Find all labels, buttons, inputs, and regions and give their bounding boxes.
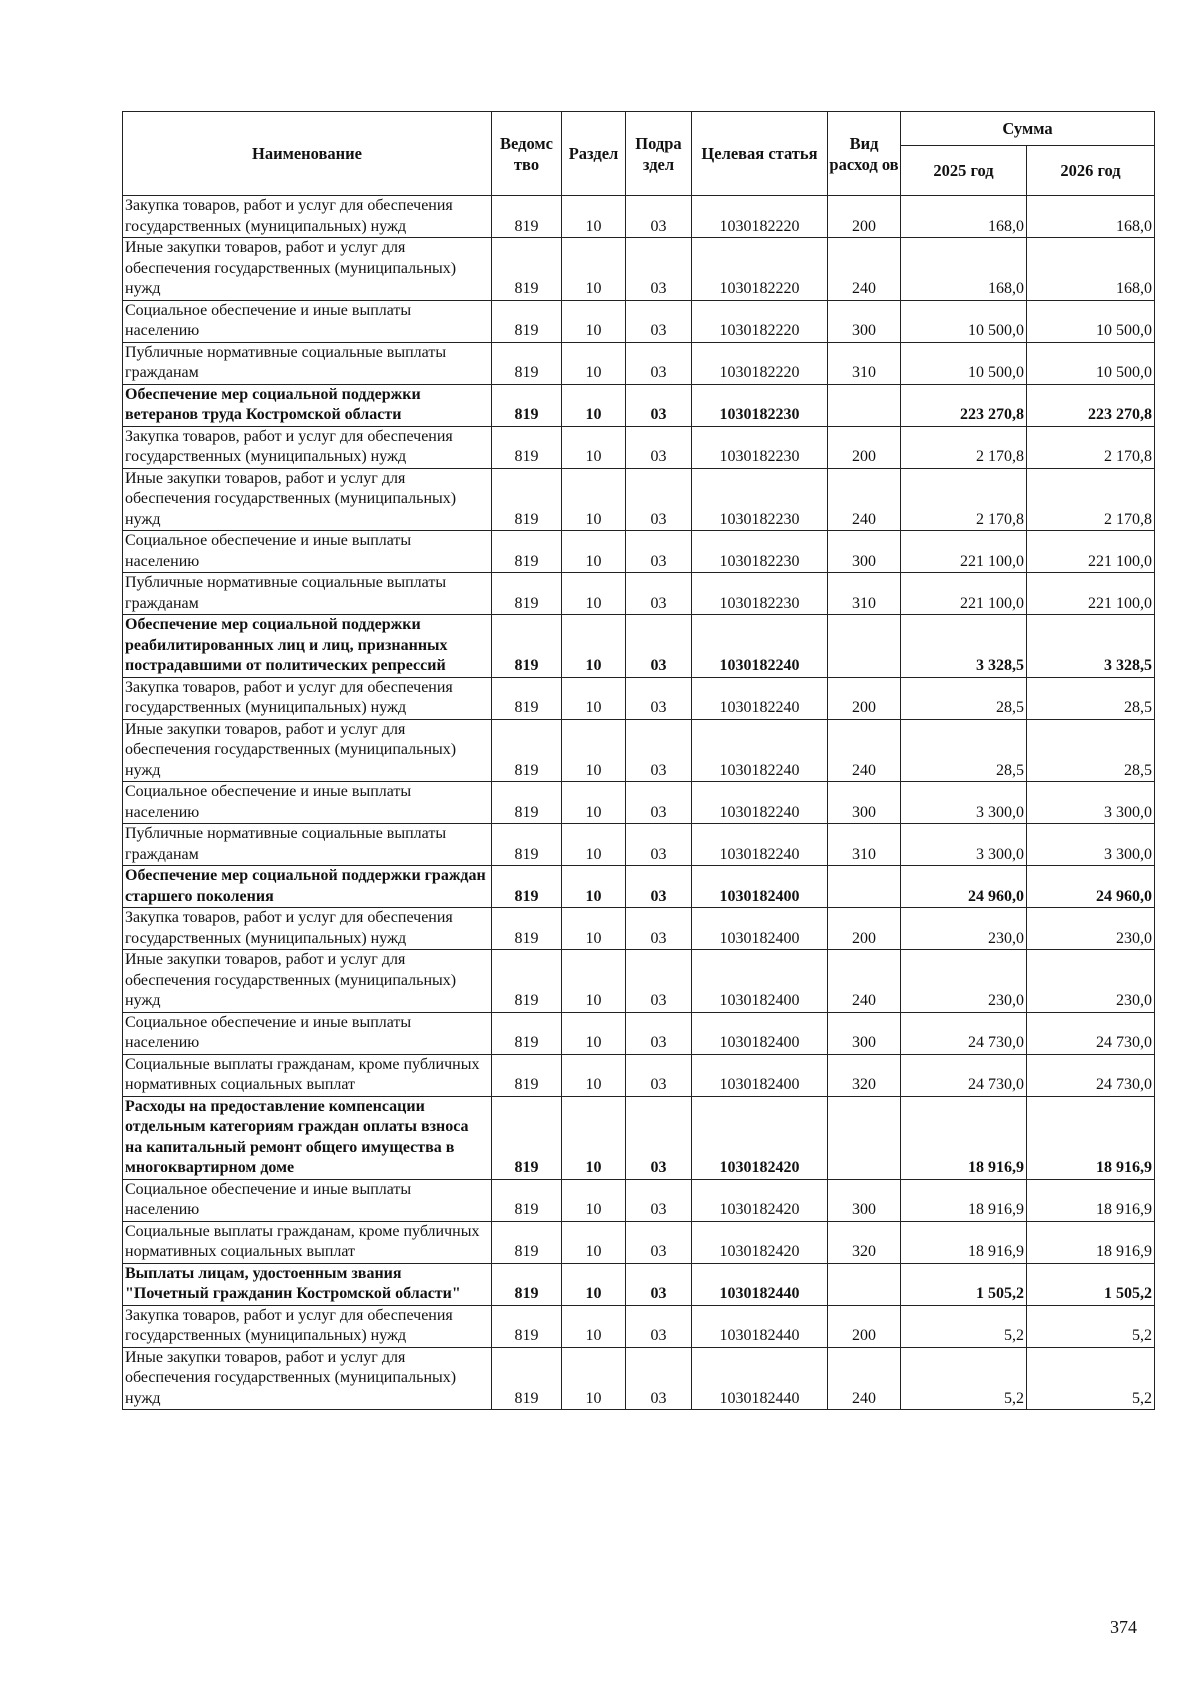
cell-sum-2025: 18 916,9 [901,1179,1027,1221]
cell-target: 1030182400 [692,1012,828,1054]
cell-expense-type: 310 [828,573,901,615]
table-row [123,1221,1155,1263]
cell-target: 1030182230 [692,468,828,531]
cell-sum-2026: 18 916,9 [1027,1179,1155,1221]
table-row [123,782,1155,824]
cell-name: Закупка товаров, работ и услуг для обеспечения государственных (муниципальных) нужд [123,1305,492,1347]
cell-subsection: 03 [626,468,692,531]
header-section: Раздел [562,112,626,196]
cell-expense-type: 240 [828,238,901,301]
cell-sum-2025: 5,2 [901,1305,1027,1347]
cell-expense-type: 240 [828,950,901,1013]
cell-subsection: 03 [626,384,692,426]
cell-subsection: 03 [626,1221,692,1263]
cell-expense-type: 240 [828,468,901,531]
cell-sum-2026: 3 300,0 [1027,782,1155,824]
cell-sum-2025: 3 300,0 [901,824,1027,866]
cell-name: Обеспечение мер социальной поддержки ветеранов труда Костромской области [123,384,492,426]
cell-expense-type: 300 [828,1179,901,1221]
cell-subsection: 03 [626,866,692,908]
cell-sum-2026: 2 170,8 [1027,468,1155,531]
cell-section: 10 [562,300,626,342]
cell-sum-2025: 2 170,8 [901,468,1027,531]
cell-ministry: 819 [492,342,562,384]
cell-sum-2026: 10 500,0 [1027,300,1155,342]
cell-name: Социальные выплаты гражданам, кроме публичных нормативных социальных выплат [123,1054,492,1096]
cell-sum-2025: 18 916,9 [901,1221,1027,1263]
cell-ministry: 819 [492,1221,562,1263]
cell-subsection: 03 [626,1096,692,1179]
cell-expense-type: 200 [828,677,901,719]
cell-sum-2026: 221 100,0 [1027,573,1155,615]
cell-target: 1030182240 [692,824,828,866]
cell-target: 1030182240 [692,719,828,782]
table-row [123,300,1155,342]
cell-section: 10 [562,866,626,908]
cell-subsection: 03 [626,238,692,301]
cell-ministry: 819 [492,1179,562,1221]
cell-name: Иные закупки товаров, работ и услуг для обеспечения государственных (муниципальных) нужд [123,950,492,1013]
cell-name: Закупка товаров, работ и услуг для обеспечения государственных (муниципальных) нужд [123,677,492,719]
header-name: Наименование [123,112,492,196]
cell-expense-type: 240 [828,1347,901,1410]
cell-ministry: 819 [492,1054,562,1096]
cell-ministry: 819 [492,300,562,342]
cell-ministry: 819 [492,1263,562,1305]
table-row [123,384,1155,426]
cell-subsection: 03 [626,342,692,384]
header-expense-type: Вид расход ов [828,112,901,196]
cell-sum-2026: 2 170,8 [1027,426,1155,468]
cell-target: 1030182440 [692,1263,828,1305]
cell-section: 10 [562,1305,626,1347]
cell-section: 10 [562,238,626,301]
cell-sum-2026: 3 328,5 [1027,615,1155,678]
cell-name: Иные закупки товаров, работ и услуг для обеспечения государственных (муниципальных) нужд [123,719,492,782]
cell-subsection: 03 [626,300,692,342]
cell-expense-type: 320 [828,1221,901,1263]
budget-table [122,111,1155,1410]
cell-sum-2025: 28,5 [901,719,1027,782]
cell-sum-2025: 1 505,2 [901,1263,1027,1305]
cell-subsection: 03 [626,1347,692,1410]
cell-sum-2026: 3 300,0 [1027,824,1155,866]
cell-expense-type: 310 [828,824,901,866]
cell-expense-type: 300 [828,782,901,824]
cell-ministry: 819 [492,196,562,238]
cell-section: 10 [562,1221,626,1263]
cell-name: Публичные нормативные социальные выплаты гражданам [123,342,492,384]
cell-target: 1030182420 [692,1221,828,1263]
cell-sum-2026: 168,0 [1027,196,1155,238]
cell-name: Иные закупки товаров, работ и услуг для обеспечения государственных (муниципальных) нужд [123,1347,492,1410]
cell-target: 1030182220 [692,238,828,301]
cell-sum-2026: 230,0 [1027,950,1155,1013]
cell-section: 10 [562,426,626,468]
cell-expense-type: 310 [828,342,901,384]
cell-ministry: 819 [492,615,562,678]
cell-section: 10 [562,677,626,719]
table-row [123,824,1155,866]
header-year-2025: 2025 год [901,146,1027,196]
cell-name: Публичные нормативные социальные выплаты гражданам [123,573,492,615]
header-year-2026: 2026 год [1027,146,1155,196]
cell-expense-type [828,615,901,678]
cell-target: 1030182230 [692,531,828,573]
cell-section: 10 [562,468,626,531]
cell-expense-type [828,1263,901,1305]
cell-expense-type: 200 [828,426,901,468]
table-row [123,866,1155,908]
cell-target: 1030182220 [692,196,828,238]
cell-sum-2025: 168,0 [901,196,1027,238]
cell-ministry: 819 [492,908,562,950]
cell-sum-2025: 10 500,0 [901,342,1027,384]
cell-subsection: 03 [626,426,692,468]
cell-section: 10 [562,531,626,573]
table-row [123,1096,1155,1179]
cell-sum-2025: 24 960,0 [901,866,1027,908]
cell-ministry: 819 [492,824,562,866]
cell-sum-2026: 24 730,0 [1027,1012,1155,1054]
cell-subsection: 03 [626,196,692,238]
cell-name: Социальное обеспечение и иные выплаты населению [123,1179,492,1221]
cell-name: Социальные выплаты гражданам, кроме публичных нормативных социальных выплат [123,1221,492,1263]
cell-section: 10 [562,342,626,384]
cell-expense-type: 300 [828,300,901,342]
cell-section: 10 [562,782,626,824]
cell-subsection: 03 [626,1012,692,1054]
cell-sum-2026: 10 500,0 [1027,342,1155,384]
cell-name: Социальное обеспечение и иные выплаты населению [123,531,492,573]
cell-subsection: 03 [626,719,692,782]
table-row [123,573,1155,615]
cell-ministry: 819 [492,677,562,719]
table-row [123,468,1155,531]
cell-ministry: 819 [492,573,562,615]
cell-sum-2025: 10 500,0 [901,300,1027,342]
cell-subsection: 03 [626,531,692,573]
cell-section: 10 [562,908,626,950]
cell-sum-2025: 168,0 [901,238,1027,301]
cell-expense-type [828,384,901,426]
cell-section: 10 [562,1096,626,1179]
header-row-1 [123,112,1155,146]
cell-sum-2026: 1 505,2 [1027,1263,1155,1305]
cell-sum-2025: 223 270,8 [901,384,1027,426]
cell-target: 1030182220 [692,300,828,342]
table-row [123,531,1155,573]
cell-target: 1030182420 [692,1096,828,1179]
cell-subsection: 03 [626,677,692,719]
cell-target: 1030182230 [692,384,828,426]
cell-ministry: 819 [492,782,562,824]
cell-ministry: 819 [492,950,562,1013]
cell-name: Обеспечение мер социальной поддержки граждан старшего поколения [123,866,492,908]
cell-target: 1030182400 [692,866,828,908]
table-row [123,1263,1155,1305]
cell-sum-2025: 2 170,8 [901,426,1027,468]
cell-sum-2025: 3 328,5 [901,615,1027,678]
page-number: 374 [1110,1617,1137,1637]
cell-name: Обеспечение мер социальной поддержки реабилитированных лиц и лиц, признанных пострадавшими от политических репрессий [123,615,492,678]
cell-target: 1030182220 [692,342,828,384]
cell-section: 10 [562,1179,626,1221]
cell-sum-2025: 24 730,0 [901,1012,1027,1054]
cell-subsection: 03 [626,950,692,1013]
cell-expense-type [828,866,901,908]
cell-sum-2025: 18 916,9 [901,1096,1027,1179]
table-row [123,1054,1155,1096]
cell-sum-2025: 5,2 [901,1347,1027,1410]
header-sum: Сумма [901,112,1155,146]
cell-sum-2026: 168,0 [1027,238,1155,301]
cell-sum-2026: 28,5 [1027,719,1155,782]
cell-name: Публичные нормативные социальные выплаты гражданам [123,824,492,866]
cell-name: Социальное обеспечение и иные выплаты населению [123,300,492,342]
cell-section: 10 [562,615,626,678]
cell-subsection: 03 [626,573,692,615]
cell-ministry: 819 [492,1012,562,1054]
cell-section: 10 [562,573,626,615]
cell-name: Иные закупки товаров, работ и услуг для обеспечения государственных (муниципальных) нужд [123,238,492,301]
cell-sum-2025: 230,0 [901,908,1027,950]
cell-ministry: 819 [492,1305,562,1347]
table-row [123,1179,1155,1221]
cell-subsection: 03 [626,908,692,950]
cell-sum-2025: 221 100,0 [901,573,1027,615]
table-row [123,426,1155,468]
cell-name: Социальное обеспечение и иные выплаты населению [123,1012,492,1054]
cell-sum-2026: 221 100,0 [1027,531,1155,573]
cell-subsection: 03 [626,1305,692,1347]
cell-expense-type: 300 [828,531,901,573]
cell-section: 10 [562,824,626,866]
cell-expense-type: 200 [828,196,901,238]
cell-sum-2026: 18 916,9 [1027,1221,1155,1263]
cell-ministry: 819 [492,1347,562,1410]
cell-sum-2026: 5,2 [1027,1305,1155,1347]
cell-subsection: 03 [626,615,692,678]
cell-section: 10 [562,719,626,782]
cell-expense-type: 320 [828,1054,901,1096]
cell-name: Закупка товаров, работ и услуг для обеспечения государственных (муниципальных) нужд [123,196,492,238]
cell-section: 10 [562,384,626,426]
cell-sum-2026: 24 730,0 [1027,1054,1155,1096]
cell-subsection: 03 [626,782,692,824]
cell-expense-type: 240 [828,719,901,782]
table-row [123,1347,1155,1410]
table-row [123,719,1155,782]
cell-sum-2025: 3 300,0 [901,782,1027,824]
cell-ministry: 819 [492,719,562,782]
cell-sum-2026: 230,0 [1027,908,1155,950]
cell-ministry: 819 [492,238,562,301]
cell-name: Социальное обеспечение и иные выплаты населению [123,782,492,824]
cell-sum-2026: 223 270,8 [1027,384,1155,426]
header-ministry: Ведомс тво [492,112,562,196]
table-row [123,342,1155,384]
cell-target: 1030182420 [692,1179,828,1221]
table-row [123,615,1155,678]
cell-name: Выплаты лицам, удостоенным звания "Почетный гражданин Костромской области" [123,1263,492,1305]
header-subsection: Подра здел [626,112,692,196]
cell-target: 1030182400 [692,1054,828,1096]
cell-subsection: 03 [626,1263,692,1305]
cell-target: 1030182400 [692,908,828,950]
table-body [123,196,1155,1410]
cell-target: 1030182230 [692,573,828,615]
cell-sum-2025: 230,0 [901,950,1027,1013]
cell-section: 10 [562,1347,626,1410]
table-row [123,238,1155,301]
cell-expense-type: 200 [828,1305,901,1347]
table-row [123,950,1155,1013]
cell-sum-2026: 5,2 [1027,1347,1155,1410]
cell-target: 1030182440 [692,1305,828,1347]
cell-expense-type: 300 [828,1012,901,1054]
cell-target: 1030182440 [692,1347,828,1410]
cell-target: 1030182400 [692,950,828,1013]
cell-ministry: 819 [492,384,562,426]
cell-ministry: 819 [492,531,562,573]
table-row [123,1012,1155,1054]
cell-sum-2026: 18 916,9 [1027,1096,1155,1179]
cell-expense-type: 200 [828,908,901,950]
cell-ministry: 819 [492,426,562,468]
cell-sum-2026: 24 960,0 [1027,866,1155,908]
cell-section: 10 [562,1012,626,1054]
table-row [123,1305,1155,1347]
cell-name: Закупка товаров, работ и услуг для обеспечения государственных (муниципальных) нужд [123,908,492,950]
cell-sum-2025: 24 730,0 [901,1054,1027,1096]
cell-target: 1030182230 [692,426,828,468]
header-target: Целевая статья [692,112,828,196]
table-row [123,196,1155,238]
cell-ministry: 819 [492,866,562,908]
cell-sum-2025: 28,5 [901,677,1027,719]
cell-sum-2026: 28,5 [1027,677,1155,719]
cell-name: Расходы на предоставление компенсации отдельным категориям граждан оплаты взноса на капитальный ремонт общего имущества в многоквартирном доме [123,1096,492,1179]
cell-sum-2025: 221 100,0 [901,531,1027,573]
cell-section: 10 [562,1263,626,1305]
cell-subsection: 03 [626,1054,692,1096]
cell-name: Закупка товаров, работ и услуг для обеспечения государственных (муниципальных) нужд [123,426,492,468]
cell-subsection: 03 [626,824,692,866]
cell-target: 1030182240 [692,615,828,678]
cell-name: Иные закупки товаров, работ и услуг для обеспечения государственных (муниципальных) нужд [123,468,492,531]
cell-subsection: 03 [626,1179,692,1221]
cell-expense-type [828,1096,901,1179]
table-row [123,908,1155,950]
table-row [123,677,1155,719]
cell-target: 1030182240 [692,782,828,824]
cell-section: 10 [562,950,626,1013]
cell-section: 10 [562,1054,626,1096]
cell-target: 1030182240 [692,677,828,719]
cell-ministry: 819 [492,468,562,531]
cell-section: 10 [562,196,626,238]
cell-ministry: 819 [492,1096,562,1179]
